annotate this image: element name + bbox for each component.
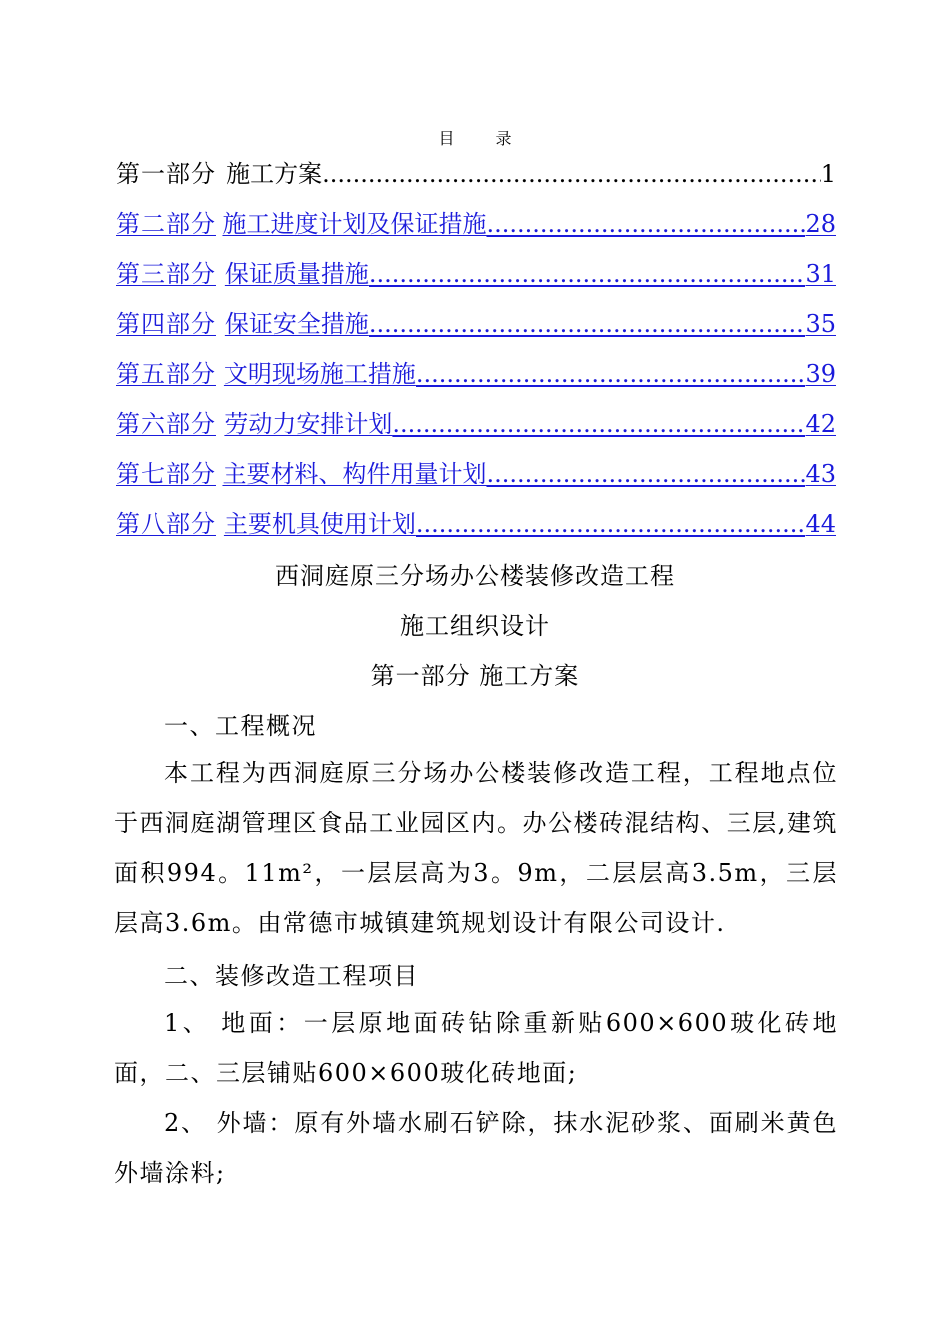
toc-entry-leader [416, 353, 806, 395]
item-2-paragraph [114, 1098, 838, 1198]
toc-entry-title: 保证安全措施 [224, 310, 369, 338]
toc-entry-title: 施工进度计划及保证措施 [222, 210, 487, 238]
toc-entry [116, 153, 836, 203]
toc-entry[interactable] [116, 303, 836, 353]
item-2-text: 2、 外墙：原有外墙水刷石铲除，抹水泥砂浆、面刷米黄色外墙涂料; [114, 1109, 838, 1187]
toc-entry-title: 文明现场施工措施 [223, 360, 416, 388]
toc-entry[interactable] [116, 253, 836, 303]
toc-entry-title: 施工方案 [226, 160, 323, 188]
toc-entry-part: 第二部分 [116, 210, 216, 238]
toc-entry-page: 28 [805, 210, 836, 238]
toc-entry-leader [369, 303, 806, 345]
toc-entry-part: 第六部分 [116, 410, 216, 438]
toc-entry-leader [322, 153, 821, 195]
toc-entry-page: 35 [805, 310, 836, 338]
item-1-text: 1、 地面：一层原地面砖钻除重新贴600×600玻化砖地面，二、三层铺贴600×600玻化砖地面; [114, 1009, 838, 1087]
part-heading: 第一部分 施工方案 [370, 662, 580, 690]
toc-entry-page: 44 [805, 510, 836, 538]
table-of-contents [116, 153, 836, 553]
toc-entry-part: 第四部分 [116, 310, 216, 338]
toc-entry-leader [392, 403, 805, 445]
item-1-paragraph [114, 998, 838, 1098]
toc-entry-title: 保证质量措施 [224, 260, 369, 288]
section-heading-items: 二、装修改造工程项目 [164, 962, 419, 990]
toc-entry-title: 劳动力安排计划 [224, 410, 393, 438]
document-subtitle: 施工组织设计 [400, 612, 550, 640]
toc-entry-part: 第五部分 [116, 360, 216, 388]
toc-entry-part: 第一部分 [116, 160, 216, 188]
toc-entry[interactable] [116, 353, 836, 403]
overview-paragraph [114, 748, 838, 948]
toc-entry-title: 主要材料、构件用量计划 [222, 460, 487, 488]
toc-entry-part: 第三部分 [116, 260, 216, 288]
toc-entry-page: 42 [805, 410, 836, 438]
toc-entry-leader [369, 253, 806, 295]
toc-entry-page: 43 [805, 460, 836, 488]
toc-entry[interactable] [116, 453, 836, 503]
toc-entry-part: 第七部分 [116, 460, 216, 488]
toc-entry-leader [416, 503, 806, 545]
toc-entry-part: 第八部分 [116, 510, 216, 538]
project-title: 西洞庭原三分场办公楼装修改造工程 [275, 562, 675, 590]
toc-entry-leader [486, 203, 805, 245]
overview-text: 本工程为西洞庭原三分场办公楼装修改造工程，工程地点位于西洞庭湖管理区食品工业园区内。办公楼砖混结构、三层,建筑面积994。11m²，一层层高为3。9m，二层层高3.5m，三层层高3.6m。由常德市城镇建筑规划设计有限公司设计. [114, 759, 838, 937]
toc-title: 目 录 [438, 129, 530, 148]
toc-entry-page: 1 [820, 160, 836, 188]
toc-entry[interactable] [116, 203, 836, 253]
section-heading-overview: 一、工程概况 [164, 712, 317, 740]
toc-entry[interactable] [116, 403, 836, 453]
toc-entry-title: 主要机具使用计划 [223, 510, 416, 538]
toc-entry-page: 39 [805, 360, 836, 388]
toc-entry-page: 31 [805, 260, 836, 288]
toc-entry[interactable] [116, 503, 836, 553]
toc-entry-leader [486, 453, 805, 495]
